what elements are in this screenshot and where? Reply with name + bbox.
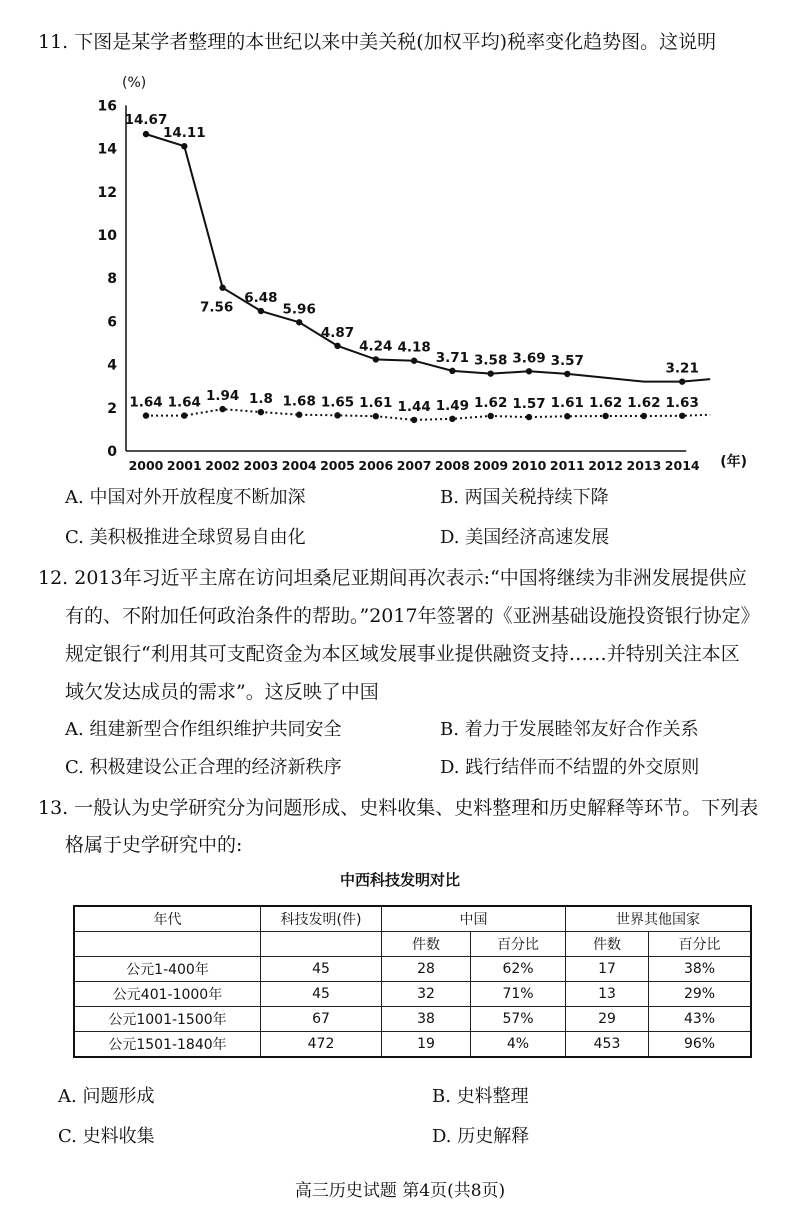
data-label: 1.63: [665, 394, 699, 411]
q12-line-1: 12. 2013年习近平主席在访问坦桑尼亚期间再次表示:“中国将继续为非洲发展提供应: [38, 567, 747, 589]
header-inventions: 科技发明(件): [261, 906, 382, 932]
data-label: 1.94: [205, 388, 240, 405]
q13-line-1: 13. 一般认为史学研究分为问题形成、史料收集、史料整理和历史解释等环节。下列表: [38, 797, 759, 819]
header-china: 中国: [382, 906, 566, 932]
data-point: [334, 343, 340, 349]
data-point: [449, 416, 455, 422]
q13-option-a: A. 问题形成: [58, 1086, 155, 1107]
data-label: 5.96: [282, 301, 316, 318]
x-tick-label: 2003: [243, 458, 279, 473]
q11-option-c: C. 美积极推进全球贸易自由化: [65, 527, 306, 548]
data-label: 3.71: [435, 349, 470, 366]
q12-option-d: D. 践行结伴而不结盟的外交原则: [440, 757, 700, 778]
data-label: 3.69: [512, 350, 546, 367]
data-label: 1.68: [282, 393, 316, 410]
x-axis-unit: (年): [720, 454, 747, 470]
cell-china-pct: 62%: [471, 957, 566, 982]
x-tick-label: 2014: [664, 458, 700, 473]
y-axis-unit: (%): [122, 75, 147, 91]
y-tick-label: 12: [97, 184, 117, 201]
cell-total: 45: [261, 957, 382, 982]
table-header-row: [74, 906, 751, 932]
series-lines: [146, 134, 710, 420]
x-tick-label: 2008: [435, 458, 470, 473]
data-label: 1.61: [359, 395, 393, 412]
data-label: 1.49: [435, 397, 470, 414]
cell-china-pct: 71%: [471, 982, 566, 1007]
x-tick-label: 2005: [320, 458, 355, 473]
data-point: [679, 378, 685, 384]
q12-option-a: A. 组建新型合作组织维护共同安全: [65, 719, 342, 740]
data-label: 1.62: [588, 395, 623, 412]
data-point: [219, 406, 225, 412]
cell-era: 公元1-400年: [74, 957, 261, 982]
cell-world-pct: 38%: [649, 957, 752, 982]
header-world: 世界其他国家: [566, 906, 752, 932]
x-tick-label: 2013: [626, 458, 662, 473]
y-tick-label: 0: [107, 444, 117, 460]
data-label: 6.48: [244, 290, 278, 307]
q11-option-b: B. 两国关税持续下降: [440, 487, 609, 508]
y-tick-label: 14: [97, 141, 117, 158]
cell-china-count: 38: [382, 1007, 471, 1032]
series-points: [143, 131, 686, 423]
data-label: 1.65: [320, 394, 355, 411]
cell-era: 公元401-1000年: [74, 982, 261, 1007]
q13-option-d: D. 历史解释: [432, 1126, 530, 1147]
data-point: [641, 413, 647, 419]
subheader-empty: [261, 932, 382, 957]
data-point: [258, 409, 264, 415]
y-tick-labels: [98, 98, 118, 460]
q11-option-a: A. 中国对外开放程度不断加深: [65, 487, 306, 508]
data-label: 1.8: [248, 391, 273, 408]
cell-china-pct: 57%: [471, 1007, 566, 1032]
data-point: [373, 413, 379, 419]
x-tick-labels: [129, 458, 700, 473]
y-tick-label: 4: [107, 357, 117, 374]
data-point: [181, 143, 187, 149]
cell-total: 472: [261, 1032, 382, 1058]
data-point: [334, 412, 340, 418]
y-tick-label: 2: [107, 400, 117, 417]
data-point: [296, 412, 302, 418]
page-footer: 高三历史试题 第4页(共8页): [294, 1181, 506, 1201]
q11-stem: 11. 下图是某学者整理的本世纪以来中美关税(加权平均)税率变化趋势图。这说明: [38, 31, 717, 53]
q12-option-b: B. 着力于发展睦邻友好合作关系: [440, 719, 699, 740]
data-label: 4.18: [397, 339, 431, 356]
x-tick-label: 2001: [166, 458, 202, 473]
subheader-china-count: 件数: [382, 932, 471, 957]
data-label: 7.56: [199, 299, 234, 316]
subheader-world-pct: 百分比: [649, 932, 752, 957]
data-point: [526, 368, 532, 374]
data-point: [143, 131, 149, 137]
table-row: [74, 957, 751, 982]
cell-era: 公元1501-1840年: [74, 1032, 261, 1058]
data-label: 3.21: [665, 360, 699, 377]
subheader-china-pct: 百分比: [471, 932, 566, 957]
y-tick-label: 6: [107, 314, 117, 331]
x-tick-label: 2004: [281, 458, 317, 473]
data-point: [488, 370, 494, 376]
cell-china-pct: 4%: [471, 1032, 566, 1058]
data-point: [411, 358, 417, 364]
data-label: 1.62: [627, 395, 661, 412]
q13-option-c: C. 史料收集: [58, 1126, 155, 1147]
cell-china-count: 19: [382, 1032, 471, 1058]
cell-total: 45: [261, 982, 382, 1007]
x-tick-label: 2002: [205, 458, 240, 473]
cell-world-pct: 29%: [649, 982, 752, 1007]
data-point: [602, 413, 608, 419]
data-point: [373, 356, 379, 362]
data-label: 14.67: [124, 112, 168, 129]
tariff-line-chart: [60, 62, 750, 482]
data-label: 1.44: [397, 398, 431, 415]
data-point: [526, 414, 532, 420]
data-label: 14.11: [162, 125, 206, 142]
x-tick-label: 2000: [128, 458, 164, 473]
data-point: [449, 368, 455, 374]
q12-line-4: 域欠发达成员的需求”。这反映了中国: [65, 681, 379, 703]
cell-total: 67: [261, 1007, 382, 1032]
q13-line-2: 格属于史学研究中的:: [65, 834, 243, 856]
data-point: [679, 413, 685, 419]
data-point: [411, 417, 417, 423]
table-row: [74, 1007, 751, 1032]
data-point: [143, 412, 149, 418]
data-label: 4.24: [359, 338, 393, 355]
data-point: [296, 319, 302, 325]
q13-option-b: B. 史料整理: [432, 1086, 529, 1107]
x-tick-label: 2011: [549, 458, 585, 473]
data-labels: [125, 112, 699, 415]
table-row: [74, 982, 751, 1007]
q12-option-c: C. 积极建设公正合理的经济新秩序: [65, 757, 342, 778]
header-era: 年代: [74, 906, 261, 932]
data-label: 1.62: [474, 395, 508, 412]
q11-option-d: D. 美国经济高速发展: [440, 527, 610, 548]
table-subheader-row: [74, 932, 751, 957]
cell-era: 公元1001-1500年: [74, 1007, 261, 1032]
data-point: [564, 371, 570, 377]
cell-world-pct: 43%: [649, 1007, 752, 1032]
cell-world-count: 29: [566, 1007, 649, 1032]
y-tick-label: 8: [107, 271, 117, 288]
table-row: [74, 1032, 751, 1058]
x-tick-label: 2007: [396, 458, 432, 473]
x-tick-label: 2010: [511, 458, 547, 473]
q12-line-2: 有的、不附加任何政治条件的帮助。”2017年签署的《亚洲基础设施投资银行协定》: [65, 605, 760, 627]
data-label: 1.61: [550, 395, 584, 412]
data-label: 4.87: [320, 324, 355, 341]
x-tick-label: 2006: [358, 458, 394, 473]
data-label: 1.64: [167, 394, 201, 411]
data-point: [219, 285, 225, 291]
invention-comparison-table: [73, 905, 752, 1058]
q12-line-3: 规定银行“利用其可支配资金为本区域发展事业提供融资支持……并特别关注本区: [65, 643, 740, 665]
subheader-empty: [74, 932, 261, 957]
cell-world-count: 17: [566, 957, 649, 982]
data-point: [258, 308, 264, 314]
subheader-world-count: 件数: [566, 932, 649, 957]
cell-china-count: 28: [382, 957, 471, 982]
x-tick-label: 2009: [473, 458, 509, 473]
x-tick-label: 2012: [588, 458, 623, 473]
cell-world-pct: 96%: [649, 1032, 752, 1058]
cell-world-count: 453: [566, 1032, 649, 1058]
data-point: [181, 412, 187, 418]
cell-china-count: 32: [382, 982, 471, 1007]
table-title: 中西科技发明对比: [339, 871, 460, 889]
data-label: 1.57: [512, 396, 546, 413]
cell-world-count: 13: [566, 982, 649, 1007]
data-label: 1.64: [129, 394, 163, 411]
data-point: [564, 413, 570, 419]
data-point: [488, 413, 494, 419]
y-tick-label: 16: [97, 98, 117, 115]
data-label: 3.57: [550, 352, 584, 369]
y-tick-label: 10: [97, 228, 117, 244]
data-label: 3.58: [474, 352, 508, 369]
